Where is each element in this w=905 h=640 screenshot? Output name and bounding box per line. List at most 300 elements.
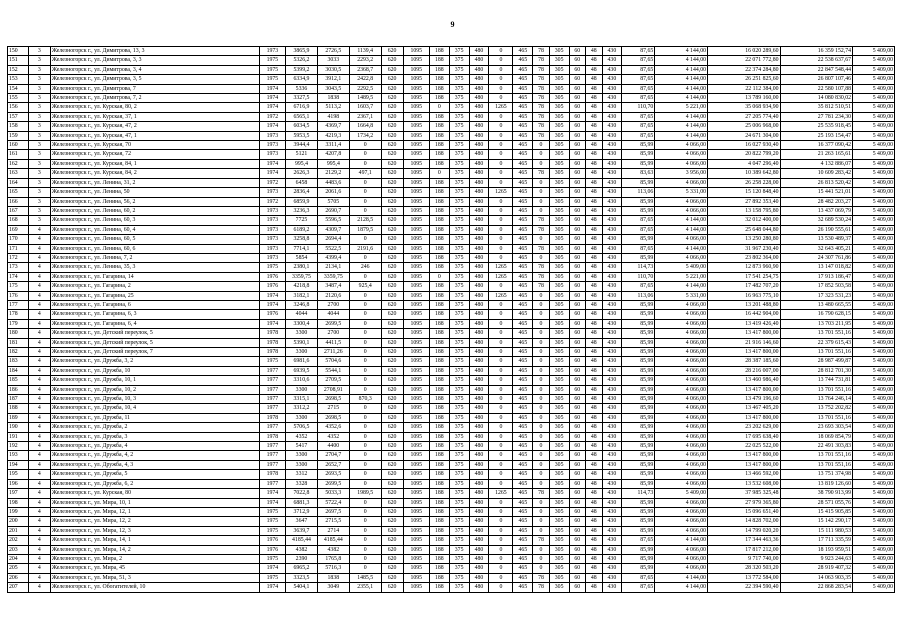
table-cell: 87,65 <box>622 216 655 225</box>
table-cell: 24 307 761,86 <box>780 253 853 262</box>
table-cell: 0 <box>349 385 381 394</box>
table-cell: 465 <box>513 300 533 309</box>
table-cell: 5113,2 <box>317 103 349 112</box>
table-cell: 188 <box>429 150 449 159</box>
table-cell: 14 080 830,02 <box>780 94 853 103</box>
table-cell: 1977 <box>259 376 285 385</box>
table-cell: 6458 <box>286 178 318 187</box>
table-cell: 78 <box>533 225 549 234</box>
table-cell: 85,99 <box>622 451 655 460</box>
table-cell: 305 <box>549 197 569 206</box>
table-cell: 188 <box>429 470 449 479</box>
table-row <box>8 348 895 357</box>
table-cell: 3 <box>28 75 50 84</box>
table-cell: 13 772 584,00 <box>708 573 781 582</box>
table-cell: 177 <box>8 300 29 309</box>
table-cell: 0 <box>349 300 381 309</box>
table-cell: 5 409,00 <box>655 263 708 272</box>
table-cell: 4 <box>28 526 50 535</box>
table-cell: 305 <box>549 112 569 121</box>
table-cell: 87,65 <box>622 112 655 121</box>
table-row <box>8 225 895 234</box>
table-cell: 430 <box>602 423 622 432</box>
table-cell: 2693,5 <box>317 470 349 479</box>
table-cell: 305 <box>549 263 569 272</box>
table-cell: 3 <box>28 65 50 74</box>
table-cell: 3865,9 <box>286 47 318 56</box>
table-cell: 480 <box>469 150 489 159</box>
table-cell: 1095 <box>403 357 429 366</box>
table-cell: 5 409,00 <box>853 263 895 272</box>
table-cell: 13 751 374,98 <box>780 470 853 479</box>
table-cell: 5 409,00 <box>853 470 895 479</box>
table-cell: 465 <box>513 188 533 197</box>
table-cell: Железногорск г., ул. Мира, 12, 3 <box>50 526 259 535</box>
table-cell: 375 <box>449 338 469 347</box>
table-cell: 0 <box>489 310 513 319</box>
table-cell: 85,99 <box>622 554 655 563</box>
table-cell: 465 <box>513 47 533 56</box>
table-cell: 48 <box>586 122 602 131</box>
table-cell: 480 <box>469 216 489 225</box>
table-cell: 48 <box>586 385 602 394</box>
table-cell: Железногорск г., ул. Дружба, 5 <box>50 470 259 479</box>
table-cell: 78 <box>533 65 549 74</box>
table-cell: 1095 <box>403 159 429 168</box>
table-cell: 0 <box>349 507 381 516</box>
table-row <box>8 300 895 309</box>
table-cell: 465 <box>513 395 533 404</box>
table-cell: 1095 <box>403 319 429 328</box>
table-cell: 0 <box>489 442 513 451</box>
table-cell: 480 <box>469 75 489 84</box>
table-cell: 4207,8 <box>317 150 349 159</box>
table-cell: 5716,3 <box>317 564 349 573</box>
table-cell: 5 409,00 <box>853 404 895 413</box>
table-cell: 188 <box>429 338 449 347</box>
table-cell: 48 <box>586 498 602 507</box>
table-cell: 154 <box>8 84 29 93</box>
table-cell: 4 066,00 <box>655 310 708 319</box>
table-cell: 1978 <box>259 348 285 357</box>
table-cell: 3 <box>28 94 50 103</box>
table-cell: 0 <box>429 272 449 281</box>
table-cell: 188 <box>429 310 449 319</box>
table-cell: 13 467 405,20 <box>708 404 781 413</box>
table-cell: 3300,4 <box>286 319 318 328</box>
table-cell: 305 <box>549 291 569 300</box>
table-cell: 4219,3 <box>317 131 349 140</box>
table-cell: 620 <box>381 235 403 244</box>
table-cell: 480 <box>469 338 489 347</box>
table-cell: 480 <box>469 442 489 451</box>
table-cell: 28 571 055,76 <box>780 498 853 507</box>
table-cell: 620 <box>381 329 403 338</box>
table-cell: 0 <box>533 338 549 347</box>
table-cell: 4 <box>28 225 50 234</box>
table-cell: 4 <box>28 357 50 366</box>
table-cell: 78 <box>533 216 549 225</box>
table-cell: 1975 <box>259 56 285 65</box>
table-row <box>8 536 895 545</box>
table-cell: 430 <box>602 178 622 187</box>
table-cell: 0 <box>533 141 549 150</box>
table-cell: 4 <box>28 554 50 563</box>
table-cell: 60 <box>569 253 585 262</box>
table-cell: 2129,2 <box>317 169 349 178</box>
table-cell: 0 <box>349 141 381 150</box>
table-cell: Железногорск г., ул. Дружба, 3 <box>50 432 259 441</box>
table-cell: 0 <box>489 338 513 347</box>
table-cell: 4 132 886,07 <box>780 159 853 168</box>
table-cell: Железногорск г., ул. Димитрова, 7, 2 <box>50 94 259 103</box>
table-cell: 465 <box>513 216 533 225</box>
table-cell: 375 <box>449 432 469 441</box>
table-cell: 48 <box>586 366 602 375</box>
table-cell: 430 <box>602 413 622 422</box>
table-cell: 620 <box>381 583 403 592</box>
table-cell: 48 <box>586 272 602 281</box>
table-cell: 480 <box>469 197 489 206</box>
table-cell: 2626,3 <box>286 169 318 178</box>
table-cell: 5 409,00 <box>853 442 895 451</box>
table-cell: 305 <box>549 348 569 357</box>
table-cell: 5 409,00 <box>853 253 895 262</box>
table-cell: 150 <box>8 47 29 56</box>
table-cell: 0 <box>533 460 549 469</box>
table-cell: 4 144,00 <box>655 84 708 93</box>
table-cell: 191 <box>8 432 29 441</box>
table-cell: 430 <box>602 442 622 451</box>
table-cell: 5 331,00 <box>655 291 708 300</box>
table-cell: 174 <box>8 272 29 281</box>
table-cell: 3359,75 <box>286 272 318 281</box>
table-cell: 188 <box>429 216 449 225</box>
table-cell: Железногорск г., ул. Гагарина, 6 <box>50 300 259 309</box>
table-cell: 305 <box>549 404 569 413</box>
table-cell: 305 <box>549 554 569 563</box>
table-cell: 85,99 <box>622 498 655 507</box>
table-cell: Железногорск г., ул. Ленина, 31, 2 <box>50 178 259 187</box>
table-cell: 48 <box>586 545 602 554</box>
table-cell: 78 <box>533 272 549 281</box>
table-cell: 60 <box>569 348 585 357</box>
table-cell: 18 069 854,79 <box>780 432 853 441</box>
table-cell: 4382 <box>286 545 318 554</box>
table-cell: 480 <box>469 498 489 507</box>
table-cell: 480 <box>469 451 489 460</box>
table-cell: 188 <box>429 253 449 262</box>
table-cell: 465 <box>513 451 533 460</box>
table-cell: 0 <box>349 564 381 573</box>
table-cell: 480 <box>469 564 489 573</box>
table-cell: 163 <box>8 169 29 178</box>
table-cell: 48 <box>586 131 602 140</box>
table-cell: 3328 <box>286 479 318 488</box>
table-cell: 188 <box>429 423 449 432</box>
table-cell: 375 <box>449 122 469 131</box>
table-cell: 13 701 551,16 <box>780 451 853 460</box>
table-cell: 480 <box>469 310 489 319</box>
table-cell: 60 <box>569 56 585 65</box>
table-cell: 0 <box>489 225 513 234</box>
table-cell: 4 <box>28 451 50 460</box>
table-cell: 1978 <box>259 470 285 479</box>
table-cell: 24 671 304,00 <box>708 131 781 140</box>
table-cell: 0 <box>489 432 513 441</box>
table-cell: 4044 <box>317 310 349 319</box>
table-cell: 305 <box>549 564 569 573</box>
table-cell: 188 <box>429 291 449 300</box>
table-cell: 3 <box>28 131 50 140</box>
table-cell: 620 <box>381 178 403 187</box>
table-cell: 430 <box>602 206 622 215</box>
table-cell: 465 <box>513 554 533 563</box>
table-cell: 1095 <box>403 272 429 281</box>
table-cell: 1838 <box>317 94 349 103</box>
table-cell: 5 409,00 <box>853 225 895 234</box>
table-cell: 5 331,00 <box>655 188 708 197</box>
table-cell: 0 <box>533 564 549 573</box>
table-cell: 4 066,00 <box>655 470 708 479</box>
table-cell: 85,99 <box>622 338 655 347</box>
table-cell: 305 <box>549 225 569 234</box>
table-cell: 4 <box>28 545 50 554</box>
table-cell: 0 <box>489 56 513 65</box>
table-cell: 0 <box>489 319 513 328</box>
table-cell: Железногорск г., ул. Детский переулок, 7 <box>50 348 259 357</box>
table-cell: 4 066,00 <box>655 498 708 507</box>
table-cell: 0 <box>533 357 549 366</box>
table-row <box>8 150 895 159</box>
table-cell: 480 <box>469 526 489 535</box>
table-cell: 2191,6 <box>349 244 381 253</box>
table-cell: 465 <box>513 357 533 366</box>
table-cell: 162 <box>8 159 29 168</box>
table-cell: 4 144,00 <box>655 112 708 121</box>
table-cell: 48 <box>586 159 602 168</box>
table-cell: 4198 <box>317 112 349 121</box>
table-cell: 3944,4 <box>286 141 318 150</box>
table-cell: 2708,91 <box>317 385 349 394</box>
table-cell: 0 <box>489 159 513 168</box>
table-cell: 48 <box>586 94 602 103</box>
table-cell: 4 066,00 <box>655 376 708 385</box>
table-cell: 430 <box>602 404 622 413</box>
table-cell: 178 <box>8 310 29 319</box>
table-cell: 4 066,00 <box>655 423 708 432</box>
table-cell: 28 987 499,87 <box>780 357 853 366</box>
table-cell: 0 <box>533 310 549 319</box>
table-cell: 1974 <box>259 564 285 573</box>
table-cell: 4352,6 <box>317 423 349 432</box>
table-cell: 4 <box>28 460 50 469</box>
table-cell: 60 <box>569 470 585 479</box>
table-row <box>8 423 895 432</box>
table-cell: 60 <box>569 451 585 460</box>
table-row <box>8 507 895 516</box>
table-cell: 60 <box>569 357 585 366</box>
table-cell: 5 409,00 <box>853 489 895 498</box>
table-cell: 0 <box>349 376 381 385</box>
table-cell: 4 066,00 <box>655 517 708 526</box>
table-cell: 305 <box>549 536 569 545</box>
table-cell: 620 <box>381 300 403 309</box>
table-cell: 6189,2 <box>286 225 318 234</box>
table-cell: 87,65 <box>622 282 655 291</box>
table-cell: 60 <box>569 385 585 394</box>
table-cell: 28 387 185,60 <box>708 357 781 366</box>
table-cell: 3 <box>28 56 50 65</box>
table-cell: 85,99 <box>622 507 655 516</box>
table-cell: 2694,4 <box>317 235 349 244</box>
table-cell: 480 <box>469 413 489 422</box>
table-cell: 4 066,00 <box>655 178 708 187</box>
table-cell: 5722,4 <box>317 498 349 507</box>
table-cell: 0 <box>489 498 513 507</box>
table-cell: 1095 <box>403 507 429 516</box>
table-cell: 48 <box>586 526 602 535</box>
table-cell: 375 <box>449 150 469 159</box>
table-cell: 188 <box>429 573 449 582</box>
table-cell: 0 <box>489 395 513 404</box>
table-cell: 465 <box>513 75 533 84</box>
table-cell: 480 <box>469 470 489 479</box>
table-cell: 48 <box>586 432 602 441</box>
table-cell: 1972 <box>259 178 285 187</box>
table-cell: 246 <box>349 263 381 272</box>
table-cell: 85,99 <box>622 310 655 319</box>
table-cell: 2715 <box>317 404 349 413</box>
table-row <box>8 94 895 103</box>
table-row <box>8 244 895 253</box>
table-cell: Железногорск г., ул. Мира, 14, 2 <box>50 545 259 554</box>
table-cell: 60 <box>569 263 585 272</box>
table-cell: 3 <box>28 188 50 197</box>
table-row <box>8 404 895 413</box>
table-cell: 0 <box>489 385 513 394</box>
table-cell: 1095 <box>403 178 429 187</box>
table-cell: 1095 <box>403 442 429 451</box>
table-cell: 85,99 <box>622 319 655 328</box>
table-cell: 2700 <box>317 329 349 338</box>
table-cell: Железногорск г., ул. Дружба, 10, 3 <box>50 395 259 404</box>
table-cell: 5 409,00 <box>853 122 895 131</box>
table-cell: 480 <box>469 376 489 385</box>
table-cell: 25 193 154,47 <box>780 131 853 140</box>
table-cell: 188 <box>429 460 449 469</box>
table-cell: 87,65 <box>622 583 655 592</box>
table-cell: 0 <box>349 310 381 319</box>
table-cell: 23 202 629,00 <box>708 423 781 432</box>
table-cell: 0 <box>489 65 513 74</box>
table-cell: 5 409,00 <box>853 291 895 300</box>
table-cell: 15 111 980,53 <box>780 526 853 535</box>
table-cell: 1095 <box>403 141 429 150</box>
table-cell: 995,4 <box>286 159 318 168</box>
table-cell: 465 <box>513 206 533 215</box>
table-cell: 465 <box>513 131 533 140</box>
table-cell: 188 <box>429 329 449 338</box>
table-cell: 430 <box>602 112 622 121</box>
table-cell: 4 066,00 <box>655 526 708 535</box>
table-cell: 1095 <box>403 75 429 84</box>
table-cell: 26 190 555,61 <box>780 225 853 234</box>
table-cell: 480 <box>469 178 489 187</box>
table-cell: 620 <box>381 244 403 253</box>
table-cell: 1976 <box>259 536 285 545</box>
table-cell: 305 <box>549 47 569 56</box>
table-cell: 27 205 774,40 <box>708 112 781 121</box>
table-cell: 1976 <box>259 310 285 319</box>
table-cell: 4 144,00 <box>655 94 708 103</box>
table-cell: 0 <box>533 235 549 244</box>
table-cell: 305 <box>549 460 569 469</box>
table-cell: 0 <box>429 103 449 112</box>
table-cell: 1139,4 <box>349 47 381 56</box>
table-cell: 1485,5 <box>349 573 381 582</box>
table-cell: 4 066,00 <box>655 564 708 573</box>
table-cell: 13 479 196,60 <box>708 395 781 404</box>
table-cell: 60 <box>569 169 585 178</box>
table-cell: 1734,2 <box>349 131 381 140</box>
table-cell: 465 <box>513 489 533 498</box>
table-cell: 0 <box>349 442 381 451</box>
table-cell: 5 409,00 <box>853 479 895 488</box>
table-cell: 0 <box>489 507 513 516</box>
table-cell: 18 193 959,51 <box>780 545 853 554</box>
table-cell: 6939,5 <box>286 366 318 375</box>
table-cell: 4 <box>28 385 50 394</box>
table-cell: 465 <box>513 65 533 74</box>
table-cell: 0 <box>349 545 381 554</box>
table-cell: 48 <box>586 573 602 582</box>
table-cell: 0 <box>489 235 513 244</box>
table-cell: 465 <box>513 291 533 300</box>
table-cell: 156 <box>8 103 29 112</box>
table-cell: 152 <box>8 65 29 74</box>
table-cell: 14 828 702,00 <box>708 517 781 526</box>
table-cell: 48 <box>586 319 602 328</box>
table-cell: 4 <box>28 489 50 498</box>
table-cell: 3 <box>28 141 50 150</box>
table-cell: 110,70 <box>622 272 655 281</box>
table-cell: 4 144,00 <box>655 131 708 140</box>
table-cell: 1095 <box>403 366 429 375</box>
table-cell: 430 <box>602 244 622 253</box>
table-cell: 4 <box>28 319 50 328</box>
table-cell: 0 <box>349 319 381 328</box>
table-cell: 32 643 405,21 <box>780 244 853 253</box>
table-cell: 480 <box>469 319 489 328</box>
table-cell: 430 <box>602 216 622 225</box>
table-cell: 60 <box>569 583 585 592</box>
table-cell: 4 047 296,40 <box>708 159 781 168</box>
table-cell: 4 <box>28 413 50 422</box>
table-cell: 1973 <box>259 150 285 159</box>
table-cell: 430 <box>602 460 622 469</box>
table-cell: 188 <box>8 404 29 413</box>
table-cell: 13 417 800,00 <box>708 385 781 394</box>
table-cell: 620 <box>381 263 403 272</box>
table-cell: 480 <box>469 159 489 168</box>
table-cell: 48 <box>586 188 602 197</box>
table-cell: 0 <box>349 526 381 535</box>
table-cell: 5 409,00 <box>853 272 895 281</box>
table-cell: 7725 <box>286 216 318 225</box>
table-cell: 430 <box>602 573 622 582</box>
table-cell: 48 <box>586 75 602 84</box>
